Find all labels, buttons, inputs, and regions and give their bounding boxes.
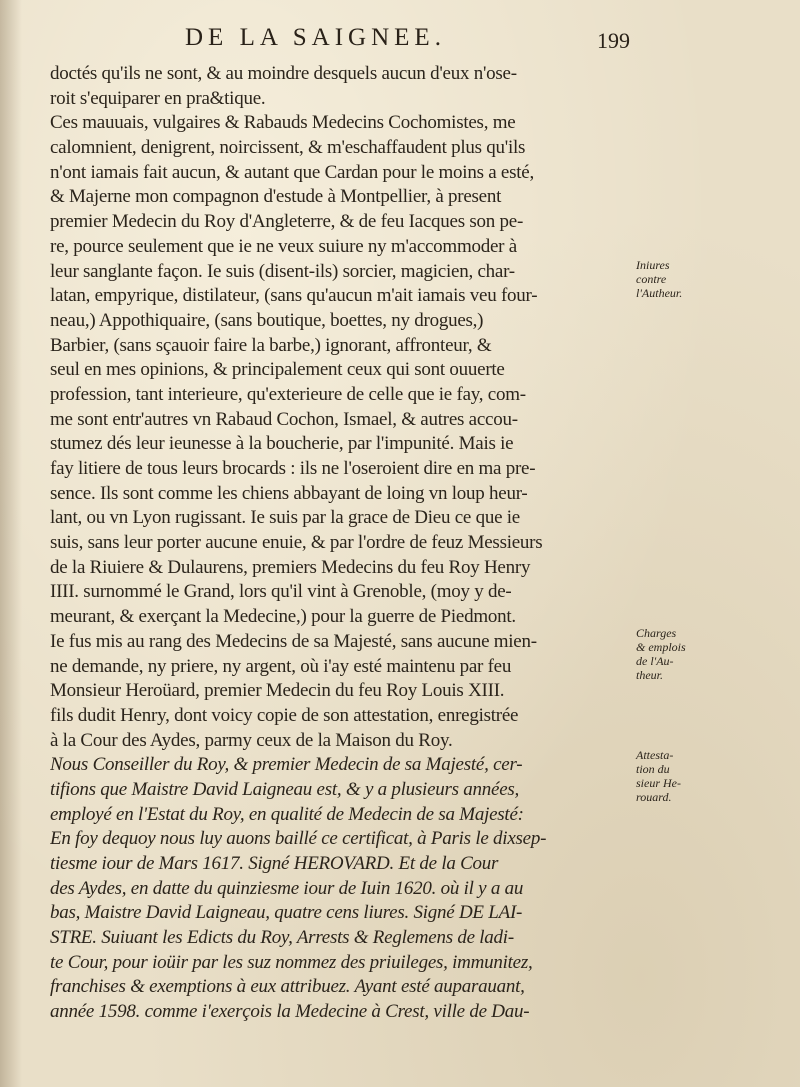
- text-line: premier Medecin du Roy d'Angleterre, & de feu Iacques son pe-: [50, 211, 524, 233]
- text-line: Monsieur Heroüard, premier Medecin du feu Roy Louis XIII.: [50, 680, 505, 702]
- text-line: roit s'equiparer en pra&tique.: [50, 87, 266, 109]
- text-line: n'ont iamais fait aucun, & autant que Cardan pour le moins a esté,: [50, 161, 534, 183]
- text-line: ne demande, ny priere, ny argent, où i'ay esté maintenu par feu: [50, 655, 512, 677]
- certificate-line: employé en l'Estat du Roy, en qualité de Medecin de sa Majesté:: [50, 803, 524, 825]
- text-line: à la Cour des Aydes, parmy ceux de la Maison du Roy.: [50, 729, 453, 751]
- text-line: suis, sans leur porter aucune enuie, & par l'ordre de feuz Messieurs: [50, 532, 543, 554]
- text-line: lant, ou vn Lyon rugissant. Ie suis par la grace de Dieu ce que ie: [50, 507, 520, 529]
- page-header: [50, 22, 630, 58]
- main-text-block: [50, 62, 632, 1025]
- text-line: neau,) Appothiquaire, (sans boutique, boettes, ny drogues,): [50, 309, 484, 331]
- text-line: fay litiere de tous leurs brocards : ils ne l'oseroient dire en ma pre-: [50, 458, 536, 479]
- text-line: me sont entr'autres vn Rabaud Cochon, Ismael, & autres accou-: [50, 408, 518, 430]
- margin-note-line: l'Autheur.: [636, 286, 683, 300]
- certificate-line: En foy dequoy nous luy auons baillé ce certificat, à Paris le dixsep-: [50, 828, 547, 850]
- margin-note-line: tion du: [636, 762, 670, 776]
- certificate-line: bas, Maistre David Laigneau, quatre cens liures. Signé DE LAI-: [50, 902, 523, 924]
- text-line: & Majerne mon compagnon d'estude à Montpellier, à present: [50, 186, 502, 208]
- margin-note-line: sieur He-: [636, 776, 681, 790]
- margin-note-line: & emplois: [636, 640, 686, 654]
- text-line: stumez dés leur ieunesse à la boucherie, par l'impunité. Mais ie: [50, 433, 514, 455]
- margin-note-line: rouard.: [636, 790, 672, 804]
- text-line: seul en mes opinions, & principalement ceux qui sont ouuerte: [50, 359, 505, 381]
- text-line: calomnient, denigrent, noircissent, & m'eschaffaudent plus qu'ils: [50, 137, 526, 159]
- text-line: Barbier, (sans sçauoir faire la barbe,) ignorant, affronteur, &: [50, 334, 492, 356]
- text-line: latan, empyrique, distilateur, (sans qu'aucun m'ait iamais veu four-: [50, 285, 538, 307]
- margin-note-iniures: [636, 258, 716, 300]
- margin-note-line: contre: [636, 272, 667, 286]
- text-line: meurant, & exerçant la Medecine,) pour la guerre de Piedmont.: [50, 606, 516, 628]
- text-line: doctés qu'ils ne sont, & au moindre desquels aucun d'eux n'ose-: [50, 63, 517, 84]
- certificate-line: tiesme iour de Mars 1617. Signé HEROVARD. Et de la Cour: [50, 853, 499, 874]
- certificate-line: te Cour, pour ioüir par les suz nommez des priuileges, immunitez,: [50, 951, 533, 973]
- text-line: Ie fus mis au rang des Medecins de sa Majesté, sans aucune mien-: [50, 630, 537, 652]
- gutter-shadow: [0, 0, 22, 1087]
- margin-note-charges: [636, 626, 716, 682]
- margin-note-line: Charges: [636, 626, 677, 640]
- certificate-line: des Aydes, en datte du quinziesme iour de Iuin 1620. où il y a au: [50, 877, 524, 899]
- margin-note-line: de l'Au-: [636, 654, 674, 668]
- running-title: DE LA SAIGNEE.: [185, 24, 446, 51]
- text-line: sence. Ils sont comme les chiens abbayant de loing vn loup heur-: [50, 482, 528, 504]
- text-line: leur sanglante façon. Ie suis (disent-ils) sorcier, magicien, char-: [50, 260, 515, 282]
- text-line: de la Riuiere & Dulaurens, premiers Medecins du feu Roy Henry: [50, 556, 531, 578]
- margin-note-line: Attesta-: [636, 748, 674, 762]
- text-line: IIII. surnommé le Grand, lors qu'il vint à Grenoble, (moy y de-: [50, 581, 512, 603]
- certificate-line: STRE. Suiuant les Edicts du Roy, Arrests & Reglemens de ladi-: [50, 927, 514, 949]
- text-line: Ces mauuais, vulgaires & Rabauds Medecins Cochomistes, me: [50, 112, 516, 134]
- text-line: re, pource seulement que ie ne veux suiure ny m'accommoder à: [50, 235, 517, 257]
- certificate-line: année 1598. comme i'exerçois la Medecine à Crest, ville de Dau-: [50, 1001, 530, 1023]
- margin-note-line: theur.: [636, 668, 663, 682]
- text-line: fils dudit Henry, dont voicy copie de son attestation, enregistrée: [50, 704, 519, 726]
- text-line: profession, tant interieure, qu'exterieure de celle que ie fay, com-: [50, 383, 526, 405]
- certificate-line: Nous Conseiller du Roy, & premier Medecin de sa Majesté, cer-: [50, 754, 523, 776]
- certificate-line: franchises & exemptions à eux attribuez. Ayant esté auparauant,: [50, 976, 525, 998]
- page-number: 199: [597, 28, 630, 53]
- certificate-line: tifions que Maistre David Laigneau est, & y a plusieurs années,: [50, 778, 520, 800]
- margin-note-attestation: [636, 748, 716, 804]
- margin-note-line: Iniures: [636, 258, 670, 272]
